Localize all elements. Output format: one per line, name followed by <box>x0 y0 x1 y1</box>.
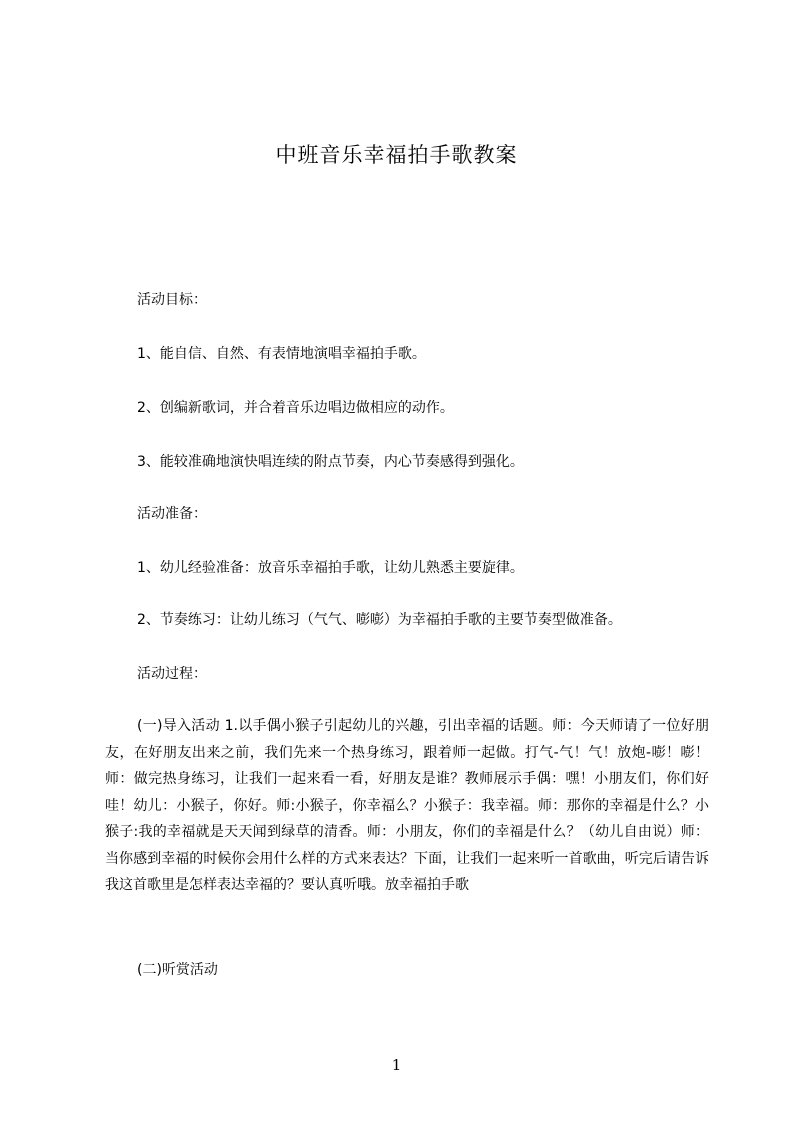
goal-item-3: 3、能较准确地演快唱连续的附点节奏，内心节奏感得到强化。 <box>137 454 524 470</box>
goal-item-1: 1、能自信、自然、有表情地演唱幸福拍手歌。 <box>137 346 426 362</box>
preparation-item-1: 1、幼儿经验准备：放音乐幸福拍手歌，让幼儿熟悉主要旋律。 <box>137 560 524 576</box>
section-heading-preparation: 活动准备： <box>137 506 207 522</box>
process-step-2-heading: (二)听赏活动 <box>137 962 218 978</box>
process-step-1-paragraph: (一)导入活动 1.以手偶小猴子引起幼儿的兴趣，引出幸福的话题。师：今天师请了一位好朋友，在好朋友出来之前，我们先来一个热身练习，跟着师一起做。打气-气！气！放炮-嘭！嘭！师：做完热身练习，让我们一起来看一看，好朋友是谁？教师展示手偶：嘿！小朋友们，你们好哇！幼儿：小猴子，你好。师:小猴子，你幸福么？小猴子：我幸福。师：那你的幸福是什么？小猴子:我的幸福就是天天闻到绿草的清香。师：小朋友，你们的幸福是什么？（幼儿自由说）师：当你感到幸福的时候你会用什么样的方式来表达？下面，让我们一起来听一首歌曲，听完后请告诉我这首歌里是怎样表达幸福的？要认真听哦。放幸福拍手歌 <box>105 718 709 893</box>
document-title: 中班音乐幸福拍手歌教案 <box>275 143 518 167</box>
goal-item-2: 2、创编新歌词，并合着音乐边唱边做相应的动作。 <box>137 400 454 416</box>
section-heading-goals: 活动目标： <box>137 292 207 308</box>
page-number: 1 <box>391 1056 402 1074</box>
preparation-item-2: 2、节奏练习：让幼儿练习（气气、嘭嘭）为幸福拍手歌的主要节奏型做准备。 <box>137 612 622 628</box>
section-heading-process: 活动过程： <box>137 666 207 682</box>
